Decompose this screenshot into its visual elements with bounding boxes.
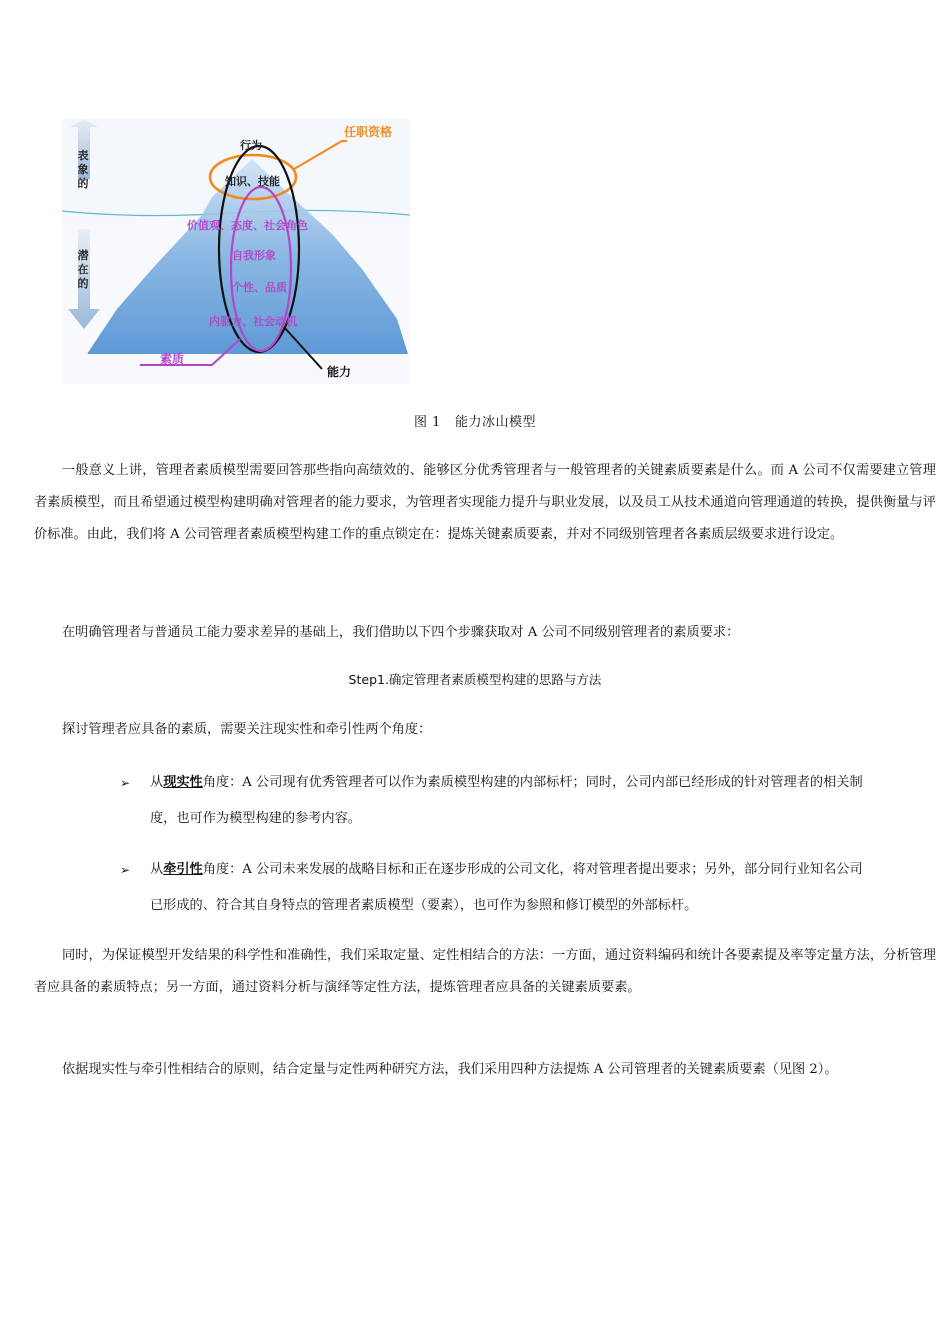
iceberg-figure: [62, 119, 410, 384]
bullet-line1: 角度：A 公司未来发展的战略目标和正在逐步形成的公司文化，将对管理者提出要求；另外，部分同行业知名公司: [202, 862, 863, 877]
paragraph-2: 在明确管理者与普通员工能力要求差异的基础上，我们借助以下四个步骤获取对 A 公司不同级别管理者的素质要求：: [62, 625, 740, 640]
bullet-guidance: [120, 852, 930, 924]
bullet-prefix: 从: [150, 862, 164, 877]
ability-label: 能力: [327, 365, 352, 379]
knowledge-skill-label: 知识、技能: [225, 175, 280, 188]
caption-number: 图 1: [414, 415, 441, 430]
motive-label: 内驱力、社会动机: [209, 315, 297, 328]
bullet-line2: 度，也可作为模型构建的参考内容。: [150, 811, 361, 826]
surface-label: 表象的: [77, 149, 89, 190]
caption-title: 能力冰山模型: [454, 415, 536, 430]
bullet-prefix: 从: [150, 775, 164, 790]
quality-label: 素质: [160, 352, 185, 366]
bullet-keyword: 牵引性: [163, 862, 203, 877]
behavior-label: 行为: [240, 139, 262, 152]
paragraph-4: 同时，为保证模型开发结果的科学性和准确性，我们采取定量、定性相结合的方法：一方面，通过资料编码和统计各要素提及率等定量方法，分析管理者应具备的素质特点；另一方面，通过资料分析与演绎等定性方法，提炼管理者应具备的关键素质要素。: [34, 948, 936, 995]
bullet-line1: 角度：A 公司现有优秀管理者可以作为素质模型构建的内部标杆；同时，公司内部已经形成的针对管理者的相关制: [202, 775, 863, 790]
figure-caption: [0, 411, 950, 430]
paragraph-1: 一般意义上讲，管理者素质模型需要回答那些指向高绩效的、能够区分优秀管理者与一般管理者的关键素质要素是什么。而 A 公司不仅需要建立管理者素质模型，而且希望通过模型构建明确对管理者的能力要求，为管理者实现能力提升与职业发展，以及员工从技术通道向管理通道的转换，提供衡量与评价标准。由此，我们将 A 公司管理者素质模型构建工作的重点锁定在：提炼关键素质要素，并对不同级别管理者各素质层级要求进行设定。: [34, 463, 936, 542]
arrow-bullet-icon: ➢: [120, 863, 131, 877]
bullet-line2: 已形成的、符合其自身特点的管理者素质模型（要素），也可作为参照和修订模型的外部标杆。: [150, 898, 698, 913]
bullet-keyword: 现实性: [163, 775, 203, 790]
paragraph-3: 探讨管理者应具备的素质，需要关注现实性和牵引性两个角度：: [62, 722, 432, 737]
step1-heading: Step1.确定管理者素质模型构建的思路与方法: [348, 672, 602, 687]
paragraph-5: 依据现实性与牵引性相结合的原则，结合定量与定性两种研究方法，我们采用四种方法提炼 A 公司管理者的关键素质要素（见图 2）。: [62, 1062, 838, 1077]
values-label: 价值观、态度、社会角色: [187, 219, 308, 232]
qualification-label: 任职资格: [344, 125, 393, 139]
self-image-label: 自我形象: [232, 249, 276, 262]
bullet-realism: [120, 765, 930, 837]
personality-label: 个性、品质: [232, 281, 287, 294]
bullet-text: [120, 852, 930, 924]
bullet-text: [120, 765, 930, 837]
arrow-bullet-icon: ➢: [120, 776, 131, 790]
latent-label: 潜在的: [77, 249, 89, 290]
